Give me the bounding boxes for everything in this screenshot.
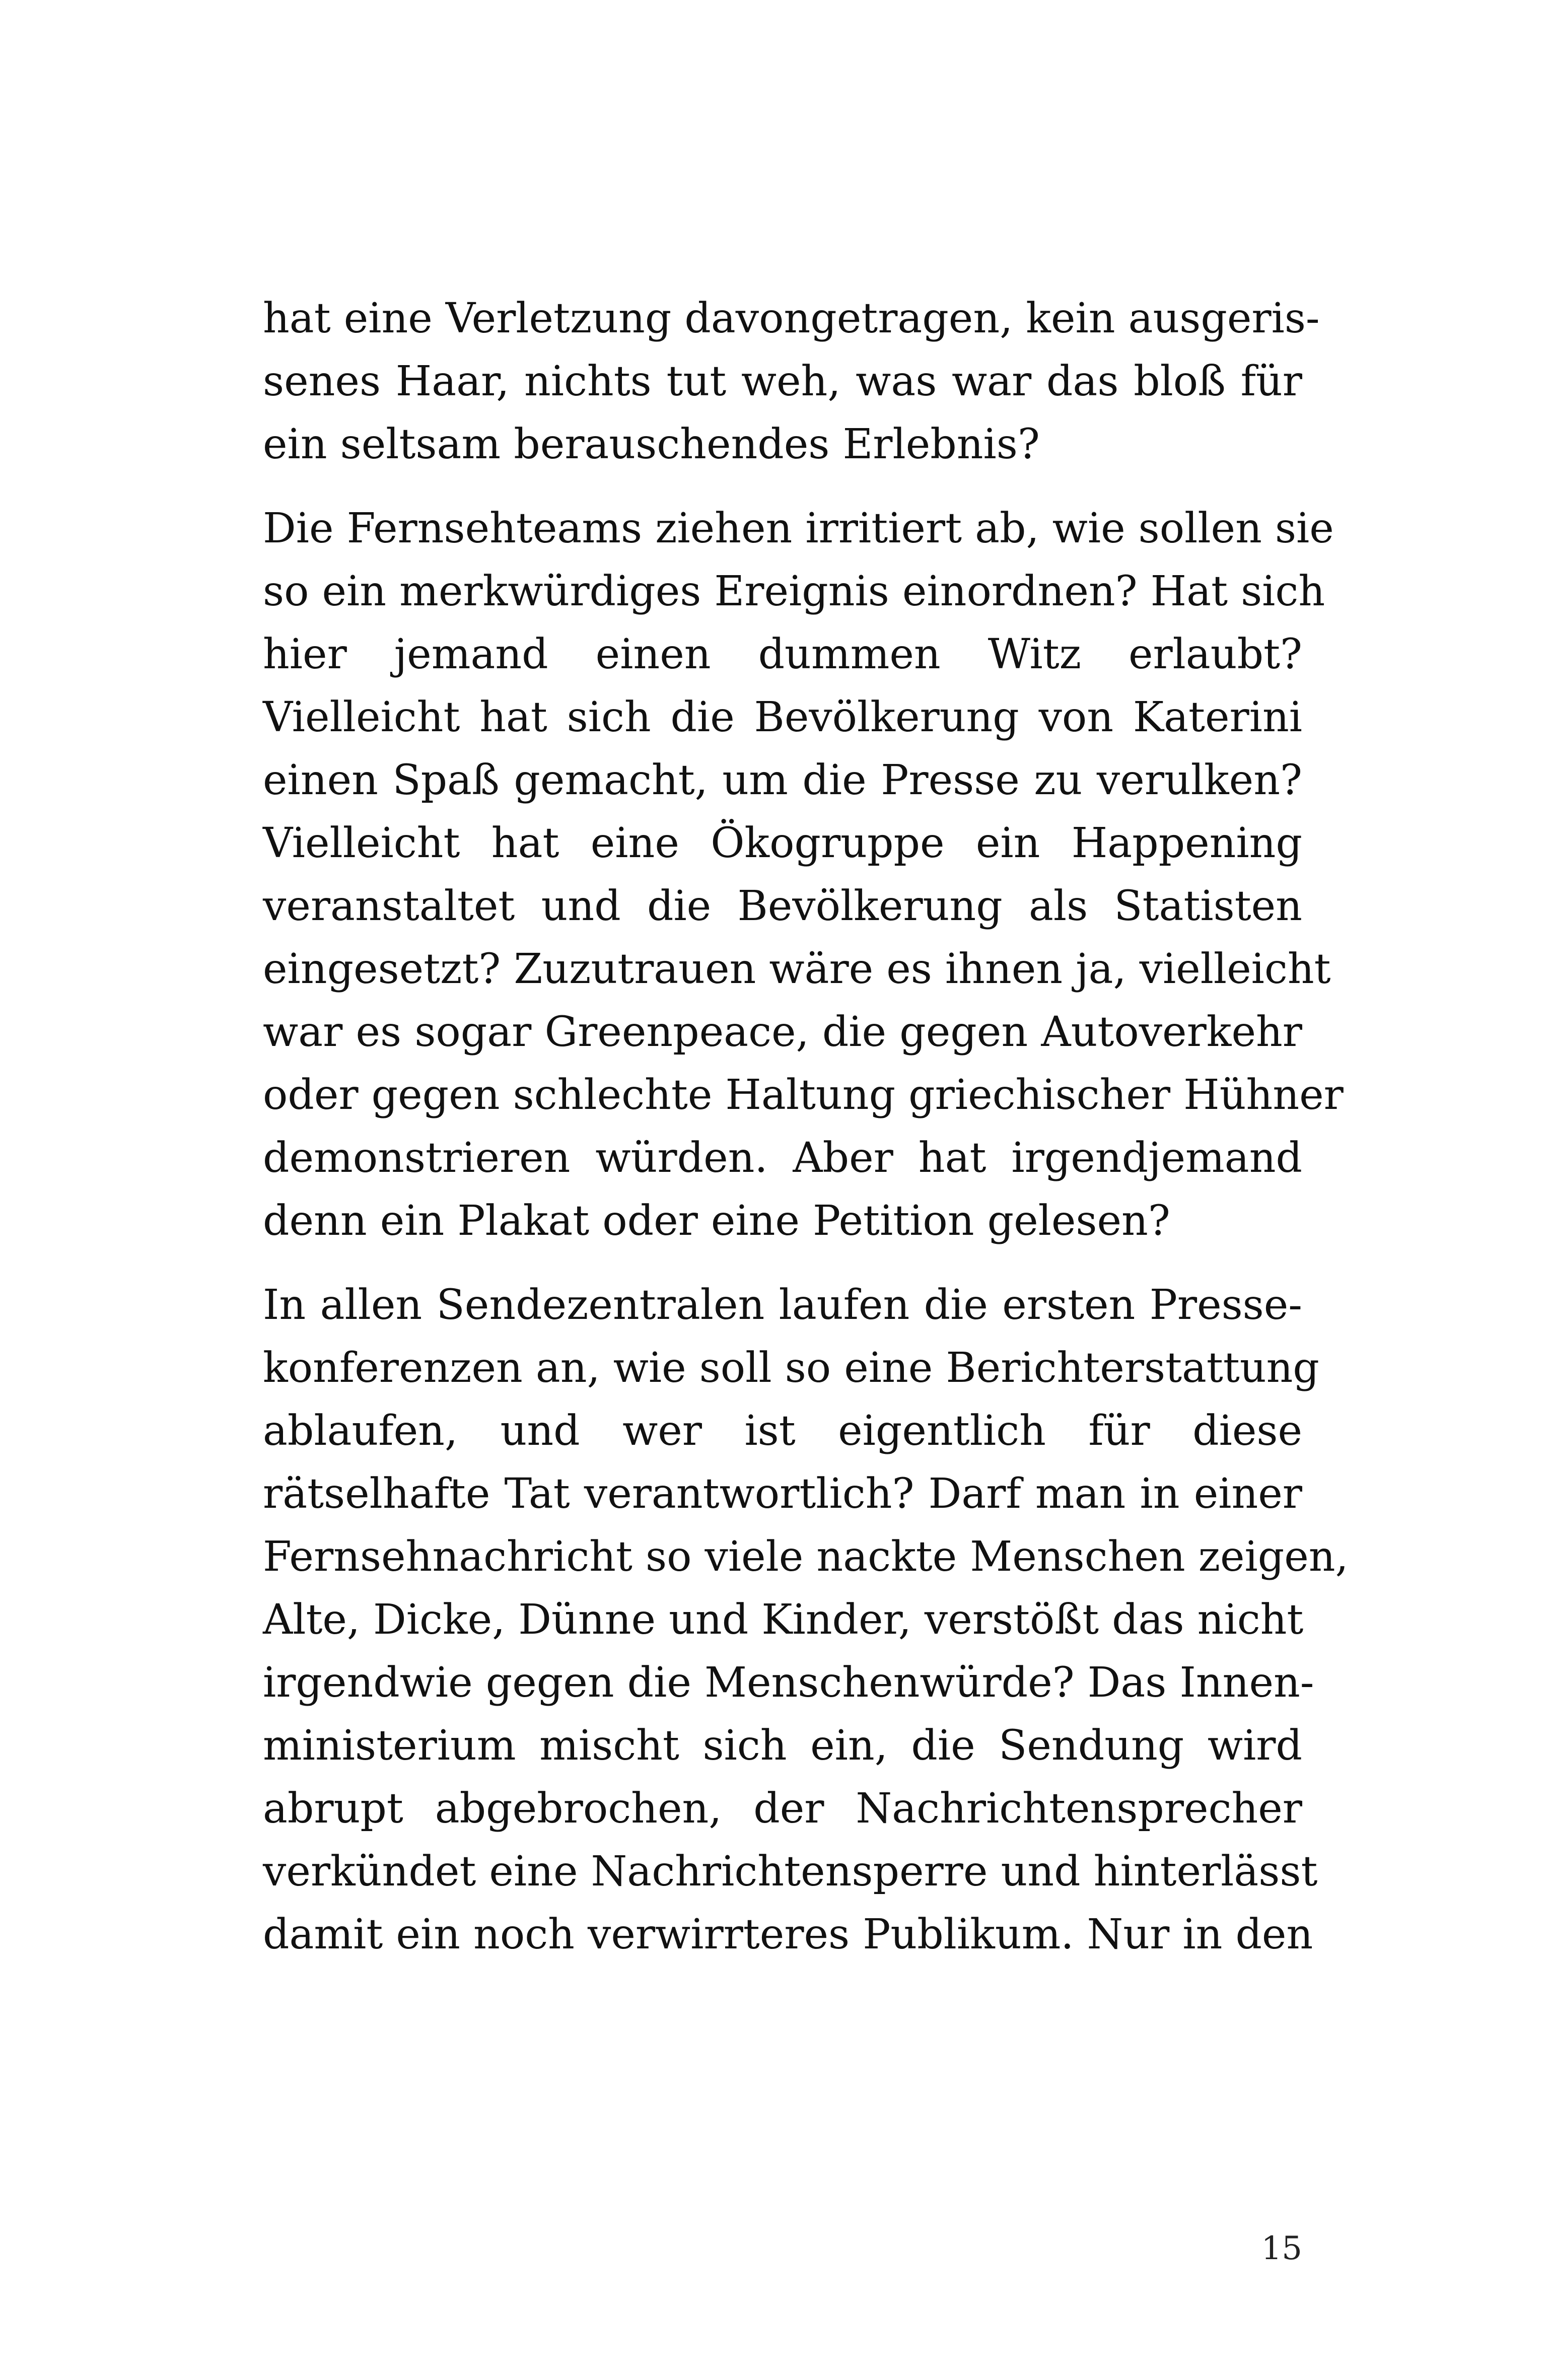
paragraph-3 <box>263 1274 1349 1966</box>
text-line: veranstaltet und die Bevölkerung als Statisten <box>263 882 1302 930</box>
page-number: 15 <box>1261 2230 1302 2267</box>
body-text <box>263 287 1349 1966</box>
text-line: ministerium mischt sich ein, die Sendung wird <box>263 1722 1302 1770</box>
text-line: In allen Sendezentralen laufen die ersten Presse- <box>263 1281 1302 1329</box>
text-line: denn ein Plakat oder eine Petition gelesen? <box>263 1197 1170 1245</box>
text-line: hier jemand einen dummen Witz erlaubt? <box>263 631 1302 678</box>
paragraph-1 <box>263 287 1320 476</box>
text-line: verkündet eine Nachrichtensperre und hinterlässt <box>263 1848 1318 1896</box>
text-line: Alte, Dicke, Dünne und Kinder, verstößt das nicht <box>263 1596 1304 1644</box>
paragraph-2 <box>263 497 1344 1252</box>
text-line: eingesetzt? Zuzutrauen wäre es ihnen ja, vielleicht <box>263 945 1331 993</box>
text-line: Die Fernsehteams ziehen irritiert ab, wie sollen sie <box>263 505 1334 552</box>
text-line: demonstrieren würden. Aber hat irgendjemand <box>263 1134 1302 1182</box>
text-line: Vielleicht hat sich die Bevölkerung von Katerini <box>263 693 1302 741</box>
text-line: hat eine Verletzung davongetragen, kein ausgeris- <box>263 295 1320 342</box>
text-line: damit ein noch verwirrteres Publikum. Nur in den <box>263 1911 1313 1958</box>
text-line: so ein merkwürdiges Ereignis einordnen? Hat sich <box>263 568 1325 615</box>
text-line: war es sogar Greenpeace, die gegen Autoverkehr <box>263 1008 1302 1056</box>
text-line: Vielleicht hat eine Ökogruppe ein Happening <box>263 819 1302 867</box>
text-line: Fernsehnachricht so viele nackte Menschen zeigen, <box>263 1533 1349 1581</box>
text-line: ablaufen, und wer ist eigentlich für diese <box>263 1407 1302 1455</box>
text-line: einen Spaß gemacht, um die Presse zu verulken? <box>263 756 1302 804</box>
text-line: irgendwie gegen die Menschenwürde? Das Innen- <box>263 1659 1314 1707</box>
text-line: abrupt abgebrochen, der Nachrichtensprecher <box>263 1785 1302 1833</box>
text-line: ein seltsam berauschendes Erlebnis? <box>263 421 1040 468</box>
text-line: konferenzen an, wie soll so eine Berichterstattung <box>263 1344 1319 1392</box>
text-line: rätselhafte Tat verantwortlich? Darf man in einer <box>263 1470 1302 1518</box>
text-line: senes Haar, nichts tut weh, was war das bloß für <box>263 358 1302 405</box>
text-line: oder gegen schlechte Haltung griechischer Hühner <box>263 1071 1344 1119</box>
